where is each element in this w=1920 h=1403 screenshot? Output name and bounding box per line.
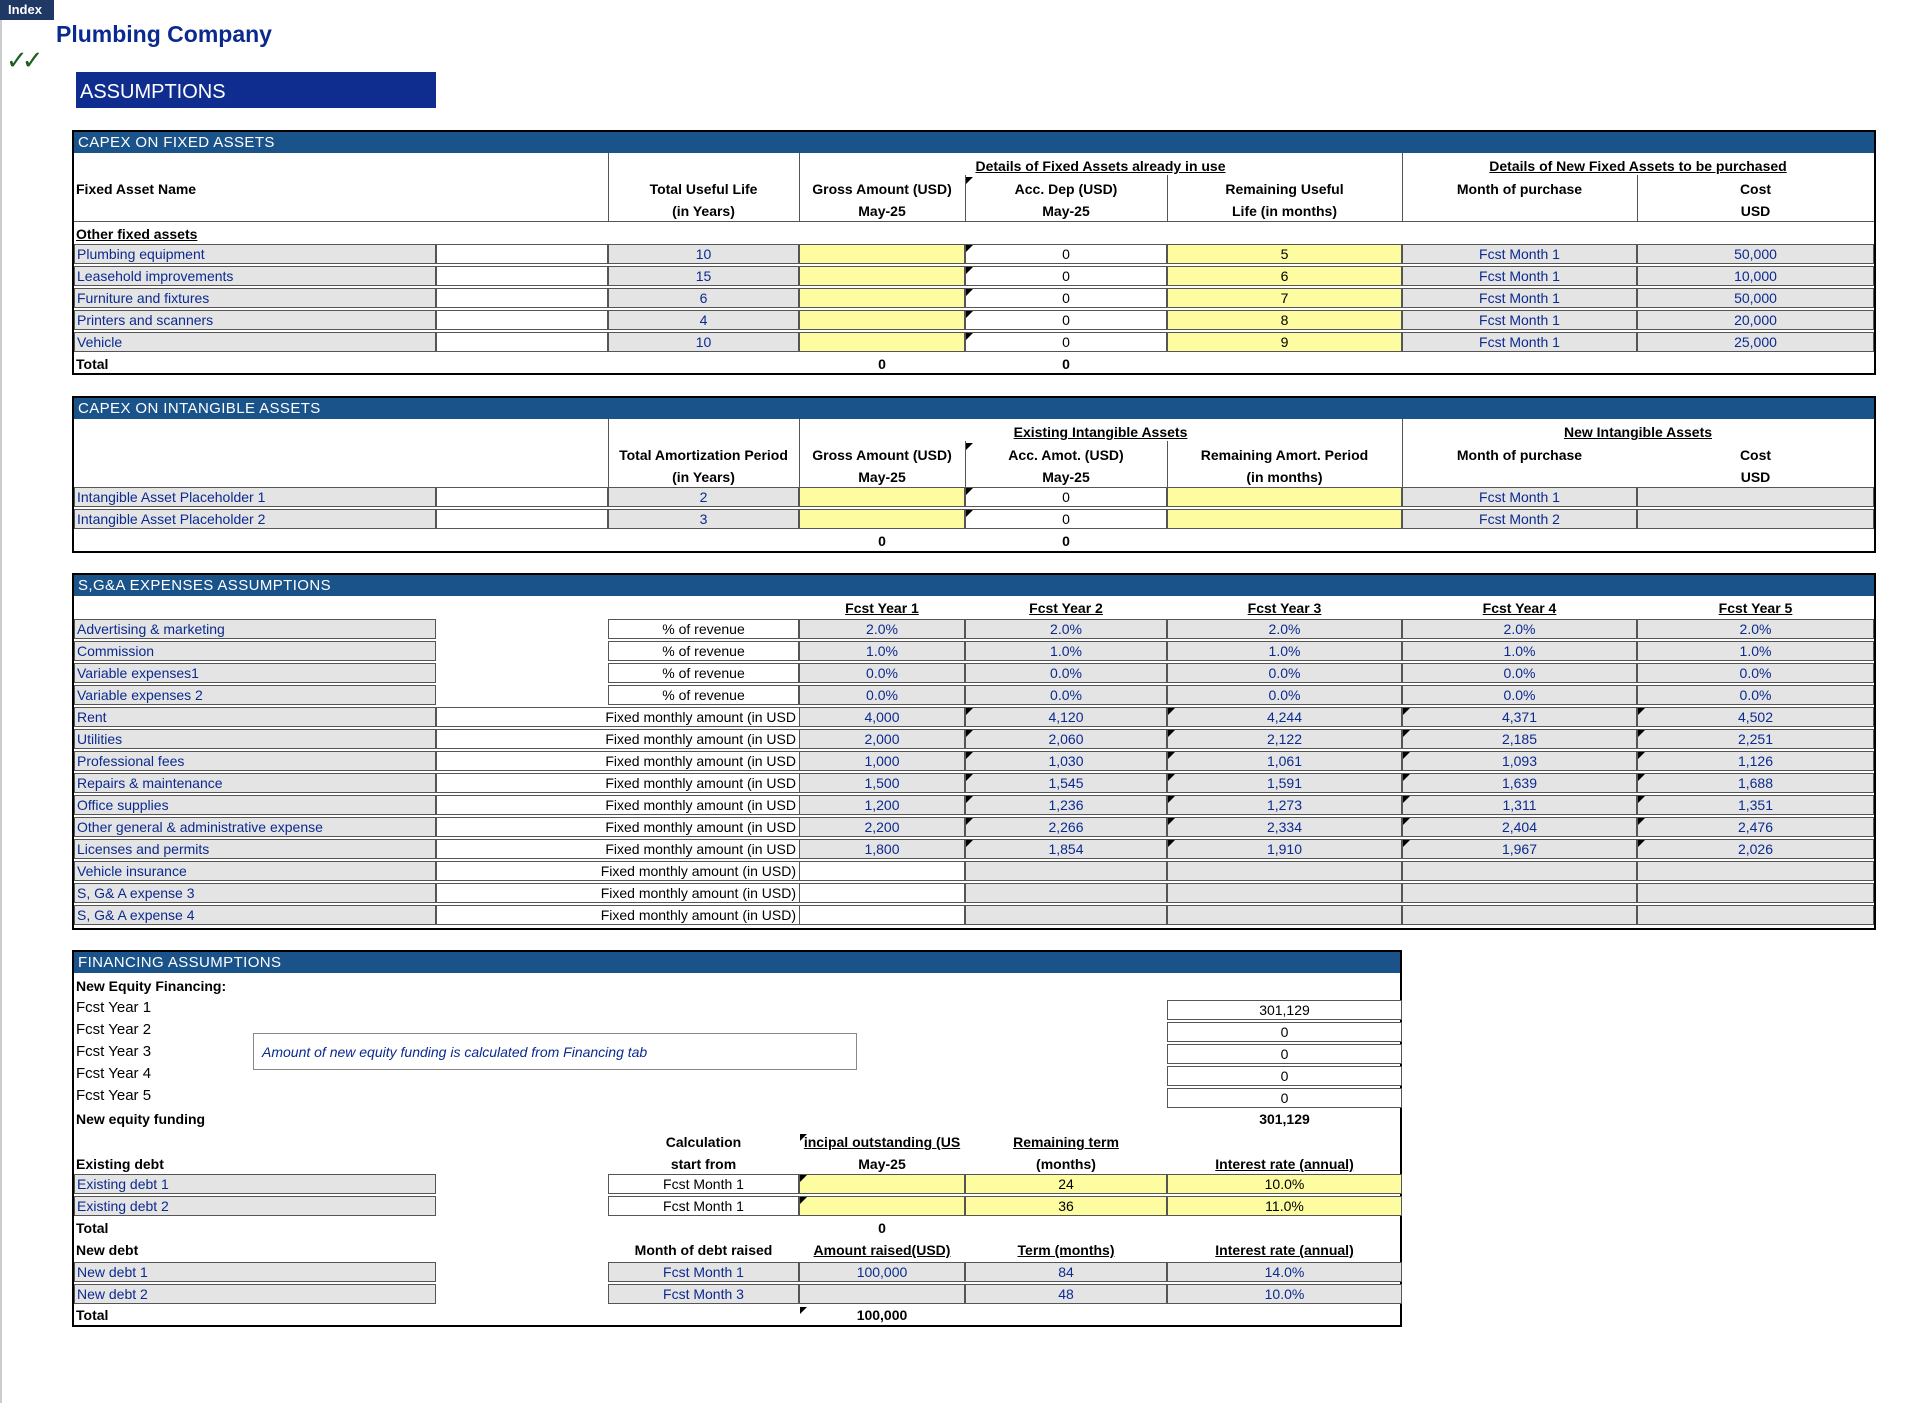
sga-expense-name[interactable]: Professional fees — [74, 751, 436, 771]
grp-new-intangible: New Intangible Assets — [1563, 424, 1713, 440]
comment-marker — [1403, 774, 1410, 781]
equity-year-value[interactable]: 0 — [1167, 1088, 1402, 1108]
sga-value-input[interactable]: 1,639 — [1402, 773, 1637, 793]
sga-basis: Fixed monthly amount (in USD — [436, 817, 799, 837]
sga-expense-name[interactable]: Repairs & maintenance — [74, 773, 436, 793]
sga-expense-name[interactable]: Advertising & marketing — [74, 619, 436, 639]
equity-year-label: Fcst Year 2 — [76, 1021, 152, 1038]
blank-cell — [436, 310, 608, 330]
col-useful-life-unit: (in Years) — [672, 203, 735, 219]
sga-value-input[interactable]: 2.0% — [1167, 619, 1402, 639]
equity-financing-label: New Equity Financing: — [76, 978, 227, 994]
existing-total-value: 0 — [878, 1220, 886, 1236]
col-cost-unit: USD — [1740, 203, 1771, 219]
sga-basis: % of revenue — [608, 685, 799, 705]
sga-value-input[interactable]: 1,910 — [1167, 839, 1402, 859]
cost-input[interactable]: 20,000 — [1637, 310, 1874, 330]
year-header: Fcst Year 2 — [1029, 600, 1103, 616]
col-gross-amount: Gross Amount (USD) — [812, 447, 952, 463]
existing-debt-label: Existing debt — [76, 1156, 164, 1172]
sga-expense-name[interactable]: Vehicle insurance — [74, 861, 436, 881]
gross-amount-input[interactable] — [799, 332, 965, 352]
fixed-total-accdep: 0 — [1062, 356, 1070, 372]
sga-value-input[interactable] — [1637, 905, 1874, 925]
col-month-purchase: Month of purchase — [1456, 447, 1583, 463]
fixed-total-gross: 0 — [878, 356, 886, 372]
sga-value-input[interactable]: 0.0% — [1167, 685, 1402, 705]
sga-expense-name[interactable]: Office supplies — [74, 795, 436, 815]
gross-amount-input[interactable] — [799, 509, 965, 529]
sga-value-input[interactable]: 1,236 — [965, 795, 1167, 815]
sga-expense-name[interactable]: S, G& A expense 3 — [74, 883, 436, 903]
capex-fixed-header: CAPEX ON FIXED ASSETS — [74, 132, 1874, 153]
sga-value-input[interactable] — [1167, 861, 1402, 881]
col-fixed-asset-name: Fixed Asset Name — [76, 181, 197, 197]
term-input[interactable]: 84 — [965, 1262, 1167, 1282]
year-header: Fcst Year 5 — [1718, 600, 1793, 616]
equity-total-label: New equity funding — [76, 1111, 206, 1127]
sga-value-input[interactable]: 1,093 — [1402, 751, 1637, 771]
sga-expense-name[interactable]: Other general & administrative expense — [74, 817, 436, 837]
amount-raised-input[interactable]: 100,000 — [799, 1262, 965, 1282]
comment-marker — [1403, 796, 1410, 803]
cost-input[interactable]: 50,000 — [1637, 288, 1874, 308]
col-amortization-period: Total Amortization Period — [619, 447, 788, 463]
col-acc-dep: Acc. Dep (USD) — [1014, 181, 1118, 197]
equity-year-label: Fcst Year 4 — [76, 1065, 152, 1082]
gross-amount-input[interactable] — [799, 487, 965, 507]
blank-cell — [436, 751, 608, 771]
fixed-total-label: Total — [76, 356, 109, 372]
remaining-life-input[interactable]: 7 — [1167, 288, 1402, 308]
cost-input[interactable]: 25,000 — [1637, 332, 1874, 352]
sga-basis: Fixed monthly amount (in USD — [436, 707, 799, 727]
sga-basis: Fixed monthly amount (in USD — [436, 839, 799, 859]
new-debt-label: New debt — [76, 1242, 139, 1258]
sga-basis: Fixed monthly amount (in USD) — [436, 905, 799, 925]
month-purchase-input[interactable]: Fcst Month 1 — [1402, 487, 1637, 507]
acc-dep-value[interactable]: 0 — [965, 244, 1167, 264]
comment-marker — [966, 818, 973, 825]
remaining-life-input[interactable]: 8 — [1167, 310, 1402, 330]
col-remaining-amort-unit: (in months) — [1246, 469, 1323, 485]
comment-marker — [1168, 708, 1175, 715]
principal-input[interactable] — [799, 1174, 965, 1194]
sga-value-input[interactable]: 0.0% — [1402, 685, 1637, 705]
sga-value-input[interactable] — [1402, 905, 1637, 925]
intangible-total-gross: 0 — [878, 533, 886, 549]
sga-expense-name[interactable]: Utilities — [74, 729, 436, 749]
sga-value-input[interactable] — [1637, 883, 1874, 903]
sga-value-input[interactable]: 1,061 — [1167, 751, 1402, 771]
year-header: Fcst Year 1 — [845, 600, 919, 616]
comment-marker — [966, 708, 973, 715]
sga-value-input[interactable]: 2.0% — [1637, 619, 1874, 639]
sga-value-input[interactable]: 2.0% — [965, 619, 1167, 639]
acc-amot-value[interactable]: 0 — [965, 509, 1167, 529]
col-cost-unit: USD — [1740, 469, 1771, 485]
new-debt-total-label: Total — [76, 1307, 109, 1323]
equity-year-value[interactable]: 0 — [1167, 1044, 1402, 1064]
sga-expense-name[interactable]: Commission — [74, 641, 436, 661]
month-raised-input[interactable]: Fcst Month 3 — [608, 1284, 799, 1304]
new-debt-name[interactable]: New debt 2 — [74, 1284, 436, 1304]
sga-value-input[interactable]: 0.0% — [799, 663, 965, 683]
interest-rate-input[interactable]: 11.0% — [1167, 1196, 1402, 1216]
sga-expense-name[interactable]: Variable expenses1 — [74, 663, 436, 683]
sga-value-input[interactable]: 1,126 — [1637, 751, 1874, 771]
sga-value-input[interactable]: 1,688 — [1637, 773, 1874, 793]
sga-value-input[interactable]: 2,334 — [1167, 817, 1402, 837]
interest-rate-input[interactable]: 10.0% — [1167, 1174, 1402, 1194]
col-remaining-amort: Remaining Amort. Period — [1200, 447, 1369, 463]
comment-marker — [1638, 840, 1645, 847]
blank-cell — [436, 244, 608, 264]
new-debt-total-value: 100,000 — [856, 1307, 908, 1323]
sga-value-input[interactable] — [965, 905, 1167, 925]
col-amortization-unit: (in Years) — [672, 469, 735, 485]
blank-cell — [436, 288, 608, 308]
sga-basis: Fixed monthly amount (in USD) — [436, 861, 799, 881]
acc-dep-value[interactable]: 0 — [965, 332, 1167, 352]
sga-value-input[interactable]: 4,120 — [965, 707, 1167, 727]
month-purchase-input[interactable]: Fcst Month 1 — [1402, 244, 1637, 264]
comment-marker — [1403, 708, 1410, 715]
fixed-asset-name[interactable]: Leasehold improvements — [74, 266, 436, 286]
month-purchase-input[interactable]: Fcst Month 2 — [1402, 509, 1637, 529]
sga-value-input[interactable]: 1,273 — [1167, 795, 1402, 815]
col-acc-amot-date: May-25 — [1042, 469, 1090, 485]
col-gross-date: May-25 — [858, 469, 906, 485]
blank-cell — [436, 839, 608, 859]
left-border — [0, 20, 2, 1403]
gross-amount-input[interactable] — [799, 310, 965, 330]
sga-expense-name[interactable]: Variable expenses 2 — [74, 685, 436, 705]
col-cost: Cost — [1739, 447, 1772, 463]
financing-header: FINANCING ASSUMPTIONS — [74, 952, 1400, 973]
sga-value-input[interactable]: 0.0% — [965, 663, 1167, 683]
comment-marker — [1638, 796, 1645, 803]
sga-value-input[interactable]: 2,200 — [799, 817, 965, 837]
col-remaining-term-unit: (months) — [1036, 1156, 1096, 1172]
sga-value-input[interactable] — [1167, 883, 1402, 903]
sga-basis: Fixed monthly amount (in USD) — [436, 883, 799, 903]
blank-cell — [436, 817, 608, 837]
sga-value-input[interactable]: 1,500 — [799, 773, 965, 793]
sga-value-input[interactable]: 2,404 — [1402, 817, 1637, 837]
comment-marker — [1403, 840, 1410, 847]
subhead-other-fixed-assets: Other fixed assets — [76, 226, 198, 242]
company-title: Plumbing Company — [56, 21, 272, 47]
grp-existing-fixed: Details of Fixed Assets already in use — [975, 158, 1226, 174]
gross-amount-input[interactable] — [799, 244, 965, 264]
cost-input[interactable]: 10,000 — [1637, 266, 1874, 286]
remaining-term-input[interactable]: 24 — [965, 1174, 1167, 1194]
checkmark-icon: ✓✓ — [6, 45, 38, 75]
comment-marker — [1168, 774, 1175, 781]
sga-value-input[interactable]: 1,200 — [799, 795, 965, 815]
equity-year-value[interactable]: 0 — [1167, 1022, 1402, 1042]
col-acc-dep-date: May-25 — [1042, 203, 1090, 219]
sga-value-input[interactable]: 0.0% — [1402, 663, 1637, 683]
blank-cell — [436, 487, 608, 507]
comment-marker — [966, 774, 973, 781]
comment-marker — [1403, 730, 1410, 737]
new-debt-name[interactable]: New debt 1 — [74, 1262, 436, 1282]
intangible-asset-name[interactable]: Intangible Asset Placeholder 2 — [74, 509, 436, 529]
blank-cell — [436, 861, 608, 881]
sga-value-input[interactable]: 1.0% — [965, 641, 1167, 661]
comment-marker — [1638, 818, 1645, 825]
year-header: Fcst Year 4 — [1482, 600, 1557, 616]
cost-input[interactable]: 50,000 — [1637, 244, 1874, 264]
sga-value-input[interactable] — [799, 883, 965, 903]
intangible-total-accamot: 0 — [1062, 533, 1070, 549]
sga-value-input[interactable]: 1,030 — [965, 751, 1167, 771]
sga-expense-name[interactable]: Rent — [74, 707, 436, 727]
comment-marker — [966, 730, 973, 737]
sga-header: S,G&A EXPENSES ASSUMPTIONS — [74, 575, 1874, 596]
interest-rate-input[interactable]: 10.0% — [1167, 1284, 1402, 1304]
useful-life-input[interactable]: 10 — [608, 332, 799, 352]
sga-value-input[interactable]: 1,000 — [799, 751, 965, 771]
amount-raised-input[interactable] — [799, 1284, 965, 1304]
sga-basis: Fixed monthly amount (in USD — [436, 773, 799, 793]
sga-basis: % of revenue — [608, 619, 799, 639]
sga-expense-name[interactable]: S, G& A expense 4 — [74, 905, 436, 925]
sga-value-input[interactable]: 2,060 — [965, 729, 1167, 749]
col-useful-life: Total Useful Life — [649, 181, 758, 197]
grp-existing-intangible: Existing Intangible Assets — [1013, 424, 1188, 440]
sga-value-input[interactable]: 1.0% — [1167, 641, 1402, 661]
sga-value-input[interactable]: 1,351 — [1637, 795, 1874, 815]
sga-value-input[interactable]: 2,266 — [965, 817, 1167, 837]
col-amount-raised: Amount raised(USD) — [813, 1242, 951, 1258]
sga-basis: % of revenue — [608, 663, 799, 683]
sga-value-input[interactable]: 4,244 — [1167, 707, 1402, 727]
sga-value-input[interactable]: 2,185 — [1402, 729, 1637, 749]
comment-marker — [1638, 730, 1645, 737]
blank-cell — [436, 795, 608, 815]
existing-debt-name[interactable]: Existing debt 2 — [74, 1196, 436, 1216]
blank-cell — [436, 729, 608, 749]
fixed-asset-name[interactable]: Printers and scanners — [74, 310, 436, 330]
sga-value-input[interactable] — [965, 883, 1167, 903]
sga-value-input[interactable]: 1.0% — [799, 641, 965, 661]
equity-year-value[interactable]: 301,129 — [1167, 1000, 1402, 1020]
col-principal-date: May-25 — [858, 1156, 906, 1172]
col-term: Term (months) — [1017, 1242, 1115, 1258]
month-purchase-input[interactable]: Fcst Month 1 — [1402, 266, 1637, 286]
remaining-amort-input[interactable] — [1167, 509, 1402, 529]
fixed-asset-name[interactable]: Plumbing equipment — [74, 244, 436, 264]
amortization-period-input[interactable]: 3 — [608, 509, 799, 529]
col-cost: Cost — [1739, 181, 1772, 197]
col-remaining-life-unit: Life (in months) — [1232, 203, 1337, 219]
remaining-life-input[interactable]: 5 — [1167, 244, 1402, 264]
sga-value-input[interactable]: 2.0% — [799, 619, 965, 639]
sga-value-input[interactable]: 1,800 — [799, 839, 965, 859]
sga-value-input[interactable]: 4,502 — [1637, 707, 1874, 727]
sga-value-input[interactable]: 4,371 — [1402, 707, 1637, 727]
month-raised-input[interactable]: Fcst Month 1 — [608, 1262, 799, 1282]
sga-value-input[interactable]: 1,545 — [965, 773, 1167, 793]
acc-amot-value[interactable]: 0 — [965, 487, 1167, 507]
equity-note: Amount of new equity funding is calculated from Financing tab — [253, 1033, 857, 1070]
sga-value-input[interactable]: 2.0% — [1402, 619, 1637, 639]
sga-value-input[interactable]: 4,000 — [799, 707, 965, 727]
month-purchase-input[interactable]: Fcst Month 1 — [1402, 288, 1637, 308]
equity-year-value[interactable]: 0 — [1167, 1066, 1402, 1086]
comment-marker — [1168, 818, 1175, 825]
sga-value-input[interactable]: 1.0% — [1637, 641, 1874, 661]
acc-dep-value[interactable]: 0 — [965, 266, 1167, 286]
existing-total-label: Total — [76, 1220, 109, 1236]
useful-life-input[interactable]: 6 — [608, 288, 799, 308]
term-input[interactable]: 48 — [965, 1284, 1167, 1304]
useful-life-input[interactable]: 10 — [608, 244, 799, 264]
existing-debt-name[interactable]: Existing debt 1 — [74, 1174, 436, 1194]
year-header: Fcst Year 3 — [1247, 600, 1322, 616]
sga-value-input[interactable]: 0.0% — [799, 685, 965, 705]
sga-basis: Fixed monthly amount (in USD — [436, 751, 799, 771]
sga-value-input[interactable] — [799, 905, 965, 925]
sga-value-input[interactable] — [1402, 861, 1637, 881]
sga-value-input[interactable]: 0.0% — [965, 685, 1167, 705]
comment-marker — [1638, 708, 1645, 715]
sga-value-input[interactable]: 0.0% — [1637, 685, 1874, 705]
acc-dep-value[interactable]: 0 — [965, 310, 1167, 330]
blank-cell — [436, 266, 608, 286]
blank-cell — [436, 509, 608, 529]
comment-marker — [966, 840, 973, 847]
comment-marker — [1638, 774, 1645, 781]
sga-expense-name[interactable]: Licenses and permits — [74, 839, 436, 859]
sga-value-input[interactable] — [1637, 861, 1874, 881]
col-month-raised: Month of debt raised — [634, 1242, 773, 1258]
month-purchase-input[interactable]: Fcst Month 1 — [1402, 310, 1637, 330]
sga-value-input[interactable]: 2,251 — [1637, 729, 1874, 749]
gross-amount-input[interactable] — [799, 288, 965, 308]
col-gross-amount: Gross Amount (USD) — [812, 181, 952, 197]
comment-marker — [1168, 752, 1175, 759]
sga-value-input[interactable]: 2,026 — [1637, 839, 1874, 859]
col-remaining-life: Remaining Useful — [1225, 181, 1344, 197]
remaining-life-input[interactable]: 6 — [1167, 266, 1402, 286]
cost-input[interactable] — [1637, 509, 1874, 529]
index-tab-button[interactable]: Index — [0, 0, 54, 20]
grp-new-fixed: Details of New Fixed Assets to be purchased — [1489, 158, 1787, 174]
calc-start-input[interactable]: Fcst Month 1 — [608, 1196, 799, 1216]
blank-cell — [436, 707, 608, 727]
equity-year-label: Fcst Year 3 — [76, 1043, 152, 1060]
sga-value-input[interactable]: 1.0% — [1402, 641, 1637, 661]
col-interest-rate: Interest rate (annual) — [1215, 1156, 1354, 1172]
fixed-asset-name[interactable]: Vehicle — [74, 332, 436, 352]
acc-dep-value[interactable]: 0 — [965, 288, 1167, 308]
sga-basis: % of revenue — [608, 641, 799, 661]
capex-intangible-header: CAPEX ON INTANGIBLE ASSETS — [74, 398, 1874, 419]
equity-total-value: 301,129 — [1259, 1111, 1310, 1127]
sga-value-input[interactable]: 2,000 — [799, 729, 965, 749]
col-month-purchase: Month of purchase — [1456, 181, 1583, 197]
calc-start-input[interactable]: Fcst Month 1 — [608, 1174, 799, 1194]
comment-marker — [1168, 730, 1175, 737]
remaining-amort-input[interactable] — [1167, 487, 1402, 507]
gross-amount-input[interactable] — [799, 266, 965, 286]
intangible-asset-name[interactable]: Intangible Asset Placeholder 1 — [74, 487, 436, 507]
comment-marker — [1168, 840, 1175, 847]
sga-value-input[interactable]: 0.0% — [1637, 663, 1874, 683]
col-gross-date: May-25 — [858, 203, 906, 219]
sga-basis: Fixed monthly amount (in USD — [436, 795, 799, 815]
month-purchase-input[interactable]: Fcst Month 1 — [1402, 332, 1637, 352]
cost-input[interactable] — [1637, 487, 1874, 507]
sga-value-input[interactable]: 0.0% — [1167, 663, 1402, 683]
amortization-period-input[interactable]: 2 — [608, 487, 799, 507]
sga-value-input[interactable] — [965, 861, 1167, 881]
useful-life-input[interactable]: 15 — [608, 266, 799, 286]
sga-value-input[interactable]: 2,476 — [1637, 817, 1874, 837]
sga-value-input[interactable]: 1,967 — [1402, 839, 1637, 859]
comment-marker — [1403, 752, 1410, 759]
sga-value-input[interactable]: 1,854 — [965, 839, 1167, 859]
blank-cell — [436, 773, 608, 793]
sga-value-input[interactable]: 2,122 — [1167, 729, 1402, 749]
comment-marker — [1168, 796, 1175, 803]
sga-basis: Fixed monthly amount (in USD — [436, 729, 799, 749]
sga-value-input[interactable]: 1,311 — [1402, 795, 1637, 815]
comment-marker — [966, 752, 973, 759]
equity-year-label: Fcst Year 1 — [76, 999, 152, 1016]
comment-marker — [966, 796, 973, 803]
remaining-life-input[interactable]: 9 — [1167, 332, 1402, 352]
col-interest-rate: Interest rate (annual) — [1215, 1242, 1354, 1258]
interest-rate-input[interactable]: 14.0% — [1167, 1262, 1402, 1282]
col-calculation: Calculation — [665, 1134, 742, 1150]
col-principal: incipal outstanding (US — [803, 1134, 961, 1150]
principal-input[interactable] — [799, 1196, 965, 1216]
comment-marker — [1403, 818, 1410, 825]
col-remaining-term: Remaining term — [1013, 1134, 1119, 1150]
blank-cell — [436, 905, 608, 925]
useful-life-input[interactable]: 4 — [608, 310, 799, 330]
remaining-term-input[interactable]: 36 — [965, 1196, 1167, 1216]
sga-value-input[interactable] — [799, 861, 965, 881]
comment-marker — [1638, 752, 1645, 759]
col-acc-amot: Acc. Amot. (USD) — [1008, 447, 1124, 463]
blank-cell — [436, 883, 608, 903]
sga-value-input[interactable] — [1402, 883, 1637, 903]
sga-value-input[interactable] — [1167, 905, 1402, 925]
fixed-asset-name[interactable]: Furniture and fixtures — [74, 288, 436, 308]
sga-value-input[interactable]: 1,591 — [1167, 773, 1402, 793]
col-calculation-start: start from — [670, 1156, 737, 1172]
page-title: ASSUMPTIONS — [76, 72, 436, 108]
equity-year-label: Fcst Year 5 — [76, 1087, 152, 1104]
blank-cell — [436, 332, 608, 352]
